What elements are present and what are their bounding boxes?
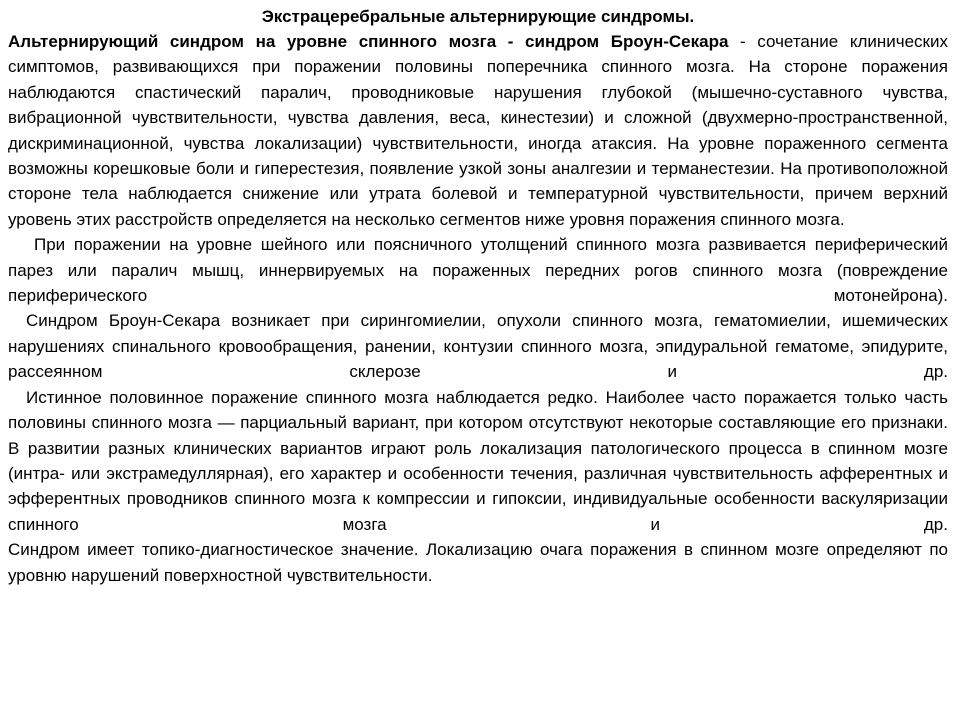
- slide: [8, 5, 948, 588]
- definition-text: - сочетание клинических симптомов, развивающихся при поражении половины поперечника спинного мозга. На стороне поражения наблюдаются спастический паралич, проводниковые нарушения глубокой (мышечно-суставного чувства, вибрационной чувствительности, чувства давления, веса, кинестезии) и сложной (двухмерно-пространственной, дискриминационной, чувства локализации) чувствительности, иногда атаксия. На уровне пораженного сегмента возможны корешковые боли и гиперестезия, появление узкой зоны аналгезии и терманестезии. На противоположной стороне тела наблюдается снижение или утрата болевой и температурной чувствительности, причем верхний уровень этих расстройств определяется на несколько сегментов ниже уровня поражения спинного мозга.: [8, 32, 948, 229]
- paragraph-thickening-lesion: При поражении на уровне шейного или поясничного утолщений спинного мозга развивается периферический парез или паралич мышц, иннервируемых на пораженных передних рогов спинного мозга (повреждение периферического мотонейрона).: [8, 235, 948, 306]
- paragraph-causes: Синдром Броун-Секара возникает при сирингомиелии, опухоли спинного мозга, гематомиелии, ишемических нарушениях спинального кровообращения, ранении, контузии спинного мозга, эпидуральной гематоме, эпидурите, рассеянном склерозе и др.: [8, 311, 948, 382]
- paragraph-brown-sequard-definition: [8, 29, 948, 232]
- definition-term: Альтернирующий синдром на уровне спинного мозга - синдром Броун-Секара: [8, 32, 729, 51]
- paragraph-partial-variant: Истинное половинное поражение спинного мозга наблюдается редко. Наиболее часто поражается только часть половины спинного мозга — парциальный вариант, при котором отсутствуют некоторые составляющие его признаки. В развитии разных клинических вариантов играют роль локализация патологического процесса в спинном мозге (интра- или экстрамедуллярная), его характер и особенности течения, различная чувствительность афферентных и эфферентных проводников спинного мозга к компрессии и гипоксии, индивидуальные особенности васкуляризации спинного мозга и др.: [8, 387, 948, 534]
- paragraph-diagnostic-value: Синдром имеет топико-диагностическое значение. Локализацию очага поражения в спинном мозге определяют по уровню нарушений поверхностной чувствительности.: [8, 540, 948, 585]
- slide-title: Экстрацеребральные альтернирующие синдромы.: [261, 7, 695, 26]
